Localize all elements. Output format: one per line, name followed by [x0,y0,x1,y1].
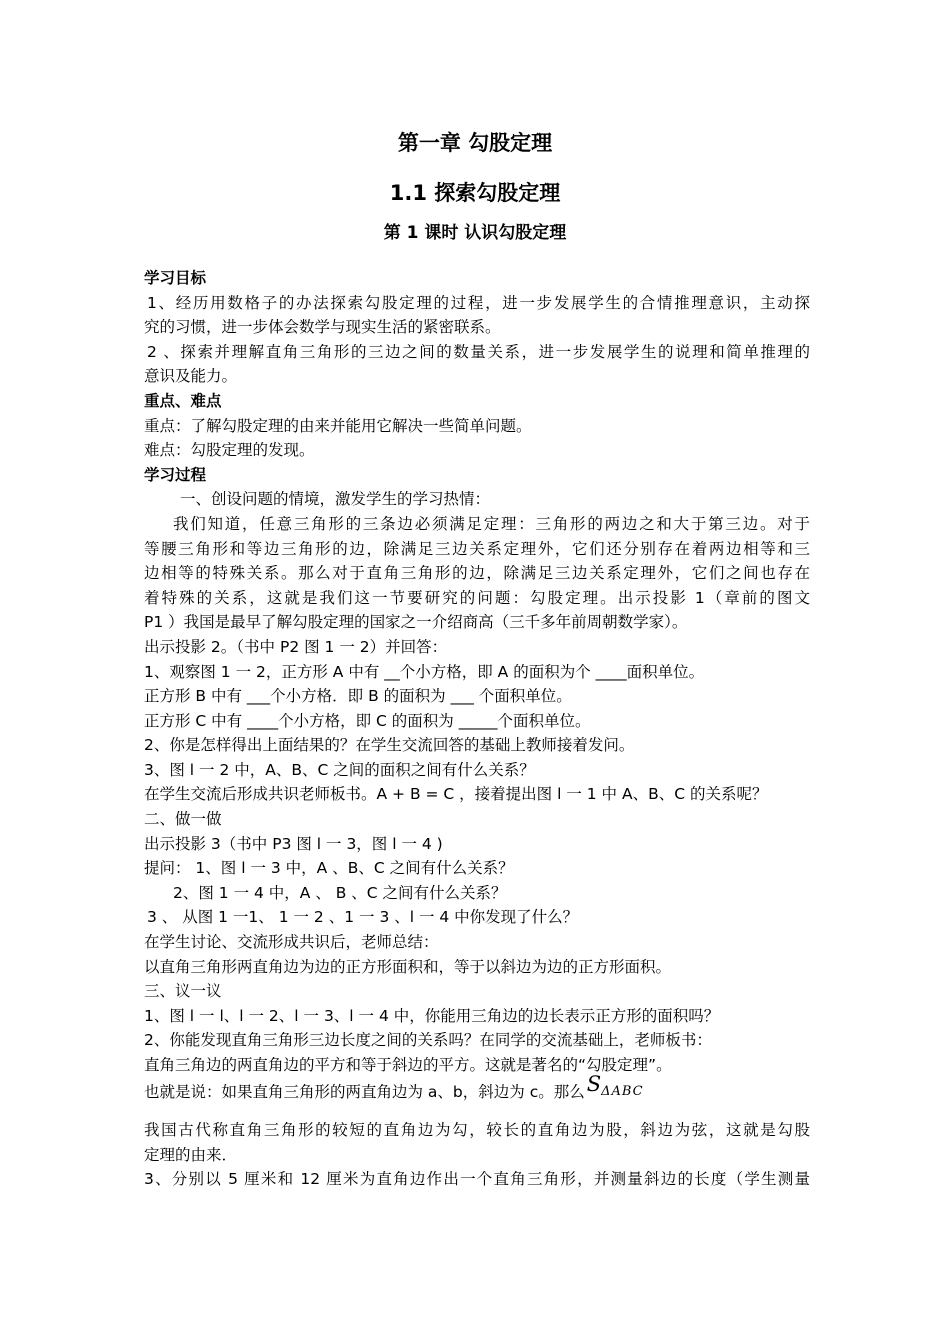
ask-1: 提问： 1、图 l 一 3 中，A 、B、C 之间有什么关系？ [144,859,514,878]
intro-line-1: 我们知道，任意三角形的三条边必须满足定理：三角形的两边之和大于第三边。对于 [173,514,810,533]
chapter-title: 第一章 勾股定理 [397,131,553,155]
question-1-b: 正方形 B 中有 ___个小方格．即 B 的面积为 ___ 个面积单位。 [144,687,572,706]
formula-subscript: ΔABC [601,1083,644,1099]
history-line-2: 定理的由来． [144,1145,238,1164]
ask-2: 2、图 1 一 4 中，A 、 B 、C 之间有什么关系？ [173,883,507,902]
formula-s: S [586,1071,602,1096]
intro-line-3: 边相等的特殊关系。那么对于直角三角形的边，除满足三边关系定理外，它们之间也存在 [144,564,810,583]
theorem-formula-line [144,1071,810,1103]
section-title: 1.1 探索勾股定理 [389,181,561,205]
discuss-2: 2、你能发现直角三角形三边长度之间的关系吗？在同学的交流基础上，老师板书： [144,1031,712,1050]
discussion-line: 在学生讨论、交流形成共识后，老师总结： [144,933,439,952]
key-point: 重点：了解勾股定理的由来并能用它解决一些简单问题。 [144,416,532,435]
question-1: 1、观察图 1 一 2，正方形 A 中有 __个小方格，即 A 的面积为个 ____面积单位。 [144,662,705,681]
consensus-line: 在学生交流后形成共识老师板书。A + B = C ，接着提出图 l 一 1 中 A、B、C 的关系呢？ [144,785,768,804]
ask-3: 3 、 从图 1 一1、 1 一 2 、1 一 3 、l 一 4 中你发现了什么？ [147,908,579,927]
intro-line-5: P1 ）我国是最早了解勾股定理的国家之一介绍商高（三千多年前周朝数学家）。 [144,613,688,632]
intro-line-4: 着特殊的关系，这就是我们这一节要研究的问题：勾股定理。出示投影 1（章前的图文 [144,588,810,607]
projection-2: 出示投影 2。（书中 P2 图 1 一 2）并回答： [144,637,448,656]
intro-line-2: 等腰三角形和等边三角形的边，除满足三边关系定理外，它们还分别存在着两边相等和三 [144,539,810,558]
process-step-1: 一、创设问题的情境，激发学生的学习热情： [180,490,491,509]
question-3: 3、图 l 一 2 中，A、B、C 之间的面积之间有什么关系？ [144,760,535,779]
theorem-statement: 直角三角边的两直角边的平方和等于斜边的平方。这就是著名的“勾股定理”。 [144,1056,672,1074]
history-line-1: 我国古代称直角三角形的较短的直角边为勾，较长的直角边为股，斜边为弦，这就是勾股 [144,1121,810,1140]
conclusion-line: 以直角三角形两直角边为边的正方形面积和，等于以斜边为边的正方形面积。 [144,957,672,976]
process-heading: 学习过程 [144,465,207,484]
goals-heading: 学习目标 [144,269,207,287]
key-points-heading: 重点、难点 [144,391,222,410]
goal-2-line-2: 意识及能力。 [144,367,238,386]
lesson-title: 第 1 课时 认识勾股定理 [383,223,567,243]
difficult-point: 难点：勾股定理的发现。 [144,441,315,460]
section-discuss-heading: 三、议一议 [144,982,222,1001]
discuss-1: 1、图 l 一 l、l 一 2、l 一 3、l 一 4 中，你能用三角边的边长表示正方形的面积吗？ [144,1006,720,1025]
exercise-3: 3、分别以 5 厘米和 12 厘米为直角边作出一个直角三角形，并测量斜边的长度（学生测量 [144,1170,810,1189]
area-formula [587,1072,644,1101]
document-body [144,266,810,1192]
goal-2-line-1: 2 、探索并理解直角三角形的三边之间的数量关系，进一步发展学生的说理和简单推理的 [147,342,810,361]
theorem-formula-text: 也就是说：如果直角三角形的两直角边为 a、b，斜边为 c。那么 [144,1082,585,1101]
goal-1-line-1: 1、经历用数格子的办法探索勾股定理的过程，进一步发展学生的合情推理意识，主动探 [147,293,810,312]
formula-gap [144,1102,810,1118]
projection-3: 出示投影 3（书中 P3 图 l 一 3，图 l 一 4 ) [144,834,443,853]
question-2: 2、你是怎样得出上面结果的？在学生交流回答的基础上教师接着发问。 [144,736,635,755]
goal-1-line-2: 究的习惯，进一步体会数学与现实生活的紧密联系。 [144,318,501,337]
section-do-heading: 二、做一做 [144,810,222,829]
question-1-c: 正方形 C 中有 ____个小方格，即 C 的面积为 _____个面积单位。 [144,711,591,730]
